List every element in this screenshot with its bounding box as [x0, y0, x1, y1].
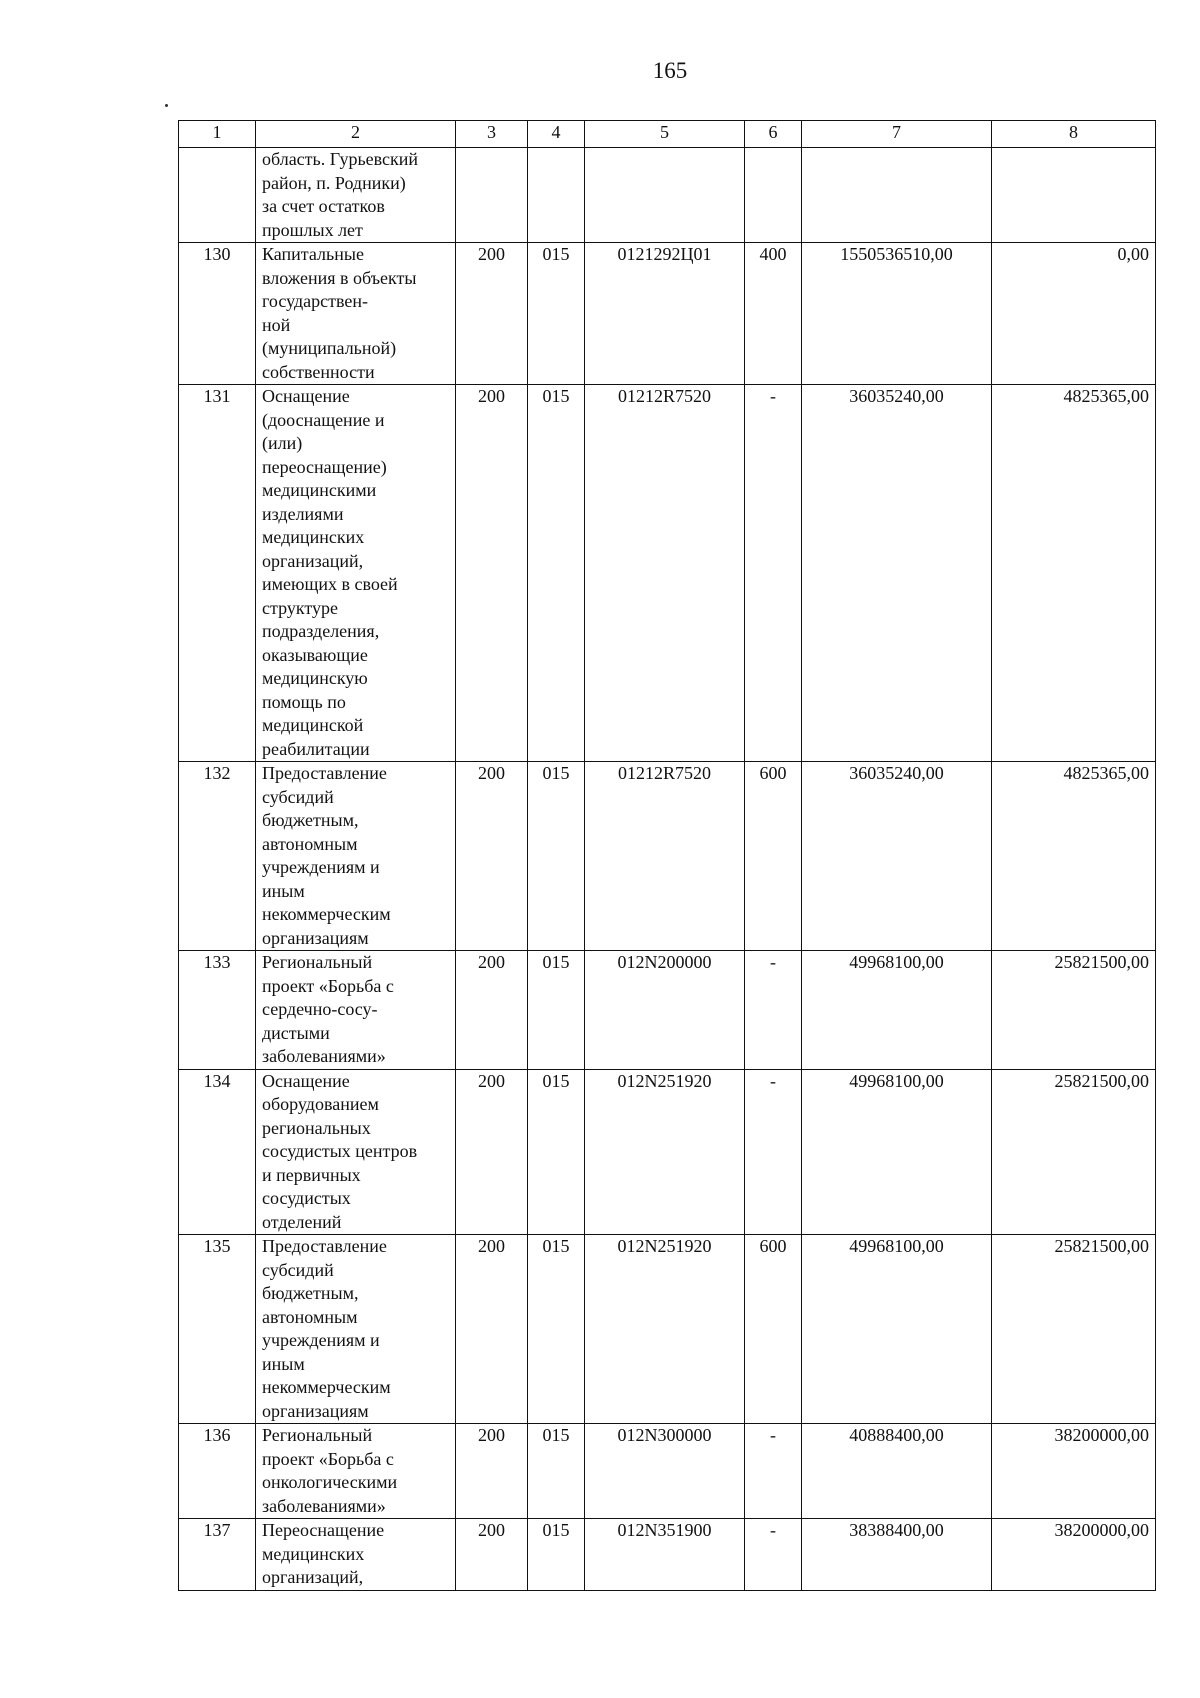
section-code-cell: 015	[528, 951, 585, 1070]
row-name-line: иным	[262, 880, 305, 901]
amount-col8-cell: 25821500,00	[992, 1235, 1156, 1424]
table-body	[179, 148, 1156, 1591]
row-name-line: организациям	[262, 927, 369, 948]
row-name-cell	[256, 243, 456, 385]
row-name-cell	[256, 148, 456, 243]
row-name-cell	[256, 1235, 456, 1424]
row-name-cell	[256, 1519, 456, 1591]
row-name-line: реабилитации	[262, 738, 370, 759]
section-code-cell: 015	[528, 385, 585, 762]
row-name-line: медицинскую	[262, 668, 368, 688]
section-code-cell: 015	[528, 1519, 585, 1591]
column-header: 2	[256, 121, 456, 148]
scan-dot	[165, 104, 168, 107]
row-number-cell: 136	[179, 1424, 256, 1519]
row-name-cell	[256, 762, 456, 951]
target-article-cell: 012N251920	[585, 1235, 745, 1424]
row-name-line: прошлых лет	[262, 219, 363, 240]
ministry-code-cell: 200	[456, 762, 528, 951]
target-article-cell	[585, 148, 745, 243]
section-code-cell: 015	[528, 243, 585, 385]
row-name-line: бюджетным,	[262, 1283, 359, 1303]
row-name-line: Региональный	[262, 952, 373, 972]
amount-col8-cell: 25821500,00	[992, 951, 1156, 1070]
row-number-cell: 134	[179, 1069, 256, 1235]
row-number-cell: 130	[179, 243, 256, 385]
expense-type-cell	[745, 148, 802, 243]
table-row	[179, 385, 1156, 762]
row-name-line: (муниципальной)	[262, 338, 397, 358]
row-name-line: автономным	[262, 1306, 358, 1327]
table-row	[179, 1424, 1156, 1519]
row-name-line: Предоставление	[262, 1236, 387, 1256]
ministry-code-cell: 200	[456, 385, 528, 762]
row-name-line: Региональный	[262, 1425, 373, 1445]
amount-col7-cell: 49968100,00	[802, 1235, 992, 1424]
ministry-code-cell: 200	[456, 1235, 528, 1424]
row-name-line: за счет остатков	[262, 196, 385, 216]
row-name-line: Предоставление	[262, 763, 387, 783]
row-name-line: ной	[262, 314, 291, 335]
target-article-cell: 01212R7520	[585, 762, 745, 951]
section-code-cell	[528, 148, 585, 243]
target-article-cell: 012N251920	[585, 1069, 745, 1235]
ministry-code-cell: 200	[456, 1069, 528, 1235]
row-name-line: организаций,	[262, 1567, 364, 1587]
row-name-line: отделений	[262, 1211, 342, 1232]
row-name-line: помощь по	[262, 691, 346, 712]
row-name-line: сосудистых центров	[262, 1141, 418, 1161]
amount-col8-cell: 38200000,00	[992, 1519, 1156, 1591]
amount-col7-cell: 36035240,00	[802, 385, 992, 762]
row-name-line: область. Гурьевский	[262, 149, 419, 169]
amount-col7-cell: 36035240,00	[802, 762, 992, 951]
table-header-row	[179, 121, 1156, 148]
row-name-line: проект «Борьба с	[262, 1448, 394, 1469]
expense-type-cell: -	[745, 385, 802, 762]
row-name-line: бюджетным,	[262, 810, 359, 830]
expense-type-cell: -	[745, 1069, 802, 1235]
row-name-line: Капитальные	[262, 244, 364, 264]
amount-col8-cell: 4825365,00	[992, 385, 1156, 762]
row-name-line: некоммерческим	[262, 1377, 391, 1397]
ministry-code-cell: 200	[456, 243, 528, 385]
expense-type-cell: -	[745, 951, 802, 1070]
table-row	[179, 1519, 1156, 1591]
section-code-cell: 015	[528, 1235, 585, 1424]
amount-col8-cell: 4825365,00	[992, 762, 1156, 951]
amount-col8-cell: 38200000,00	[992, 1424, 1156, 1519]
row-name-line: заболеваниями»	[262, 1495, 386, 1516]
row-name-line: и первичных	[262, 1164, 361, 1185]
row-name-line: Оснащение	[262, 1070, 350, 1091]
amount-col8-cell: 25821500,00	[992, 1069, 1156, 1235]
row-name-line: (дооснащение и	[262, 409, 385, 430]
amount-col8-cell	[992, 148, 1156, 243]
table-row	[179, 1069, 1156, 1235]
target-article-cell: 012N351900	[585, 1519, 745, 1591]
section-code-cell: 015	[528, 1069, 585, 1235]
row-number-cell: 135	[179, 1235, 256, 1424]
row-name-line: структуре	[262, 597, 338, 618]
table-row	[179, 148, 1156, 243]
row-name-line: учреждениям и	[262, 857, 380, 877]
column-header: 4	[528, 121, 585, 148]
table-row	[179, 951, 1156, 1070]
amount-col7-cell: 40888400,00	[802, 1424, 992, 1519]
row-name-line: собственности	[262, 361, 375, 382]
row-name-line: государствен-	[262, 291, 369, 311]
row-name-line: оказывающие	[262, 644, 368, 665]
table-row	[179, 243, 1156, 385]
row-name-line: (или)	[262, 433, 303, 453]
page-number: 165	[652, 58, 688, 83]
ministry-code-cell: 200	[456, 951, 528, 1070]
row-name-line: проект «Борьба с	[262, 975, 394, 996]
column-header: 5	[585, 121, 745, 148]
row-name-line: переоснащение)	[262, 456, 387, 477]
ministry-code-cell: 200	[456, 1424, 528, 1519]
table-row	[179, 762, 1156, 951]
expense-type-cell: 400	[745, 243, 802, 385]
ministry-code-cell	[456, 148, 528, 243]
row-name-line: некоммерческим	[262, 904, 391, 924]
row-name-cell	[256, 385, 456, 762]
row-name-line: сердечно-сосу-	[262, 999, 378, 1019]
row-number-cell: 137	[179, 1519, 256, 1591]
column-header: 6	[745, 121, 802, 148]
row-name-line: заболеваниями»	[262, 1046, 386, 1066]
row-name-line: онкологическими	[262, 1472, 398, 1492]
column-header: 1	[179, 121, 256, 148]
row-name-line: медицинской	[262, 715, 364, 735]
row-number-cell	[179, 148, 256, 243]
row-name-cell	[256, 1069, 456, 1235]
column-header: 8	[992, 121, 1156, 148]
section-code-cell: 015	[528, 1424, 585, 1519]
amount-col7-cell: 49968100,00	[802, 1069, 992, 1235]
row-number-cell: 131	[179, 385, 256, 762]
row-name-line: район, п. Родники)	[262, 172, 406, 193]
target-article-cell: 012N200000	[585, 951, 745, 1070]
target-article-cell: 012N300000	[585, 1424, 745, 1519]
row-name-line: региональных	[262, 1117, 371, 1138]
table-row	[179, 1235, 1156, 1424]
row-name-line: автономным	[262, 833, 358, 854]
target-article-cell: 0121292Ц01	[585, 243, 745, 385]
row-name-line: подразделения,	[262, 621, 380, 641]
row-name-line: иным	[262, 1353, 305, 1374]
column-header: 3	[456, 121, 528, 148]
column-header: 7	[802, 121, 992, 148]
row-name-line: сосудистых	[262, 1188, 351, 1208]
row-name-line: медицинских	[262, 1543, 365, 1564]
expense-type-cell: -	[745, 1424, 802, 1519]
row-name-line: имеющих в своей	[262, 574, 398, 594]
row-name-line: Переоснащение	[262, 1520, 385, 1540]
amount-col7-cell: 49968100,00	[802, 951, 992, 1070]
row-name-line: изделиями	[262, 503, 344, 524]
row-number-cell: 133	[179, 951, 256, 1070]
row-name-line: медицинскими	[262, 480, 377, 500]
section-code-cell: 015	[528, 762, 585, 951]
row-name-line: субсидий	[262, 786, 334, 807]
target-article-cell: 01212R7520	[585, 385, 745, 762]
expense-type-cell: 600	[745, 762, 802, 951]
row-name-line: организаций,	[262, 550, 364, 571]
row-name-line: оборудованием	[262, 1094, 379, 1114]
row-name-cell	[256, 1424, 456, 1519]
row-name-cell	[256, 951, 456, 1070]
row-number-cell: 132	[179, 762, 256, 951]
amount-col7-cell: 38388400,00	[802, 1519, 992, 1591]
expense-type-cell: 600	[745, 1235, 802, 1424]
row-name-line: дистыми	[262, 1022, 330, 1043]
row-name-line: учреждениям и	[262, 1330, 380, 1350]
amount-col7-cell: 1550536510,00	[802, 243, 992, 385]
row-name-line: субсидий	[262, 1259, 334, 1280]
amount-col8-cell: 0,00	[992, 243, 1156, 385]
ministry-code-cell: 200	[456, 1519, 528, 1591]
row-name-line: организациям	[262, 1400, 369, 1421]
row-name-line: медицинских	[262, 527, 365, 547]
expense-type-cell: -	[745, 1519, 802, 1591]
amount-col7-cell	[802, 148, 992, 243]
row-name-line: вложения в объекты	[262, 267, 417, 288]
budget-table	[178, 120, 1156, 1591]
row-name-line: Оснащение	[262, 386, 350, 406]
